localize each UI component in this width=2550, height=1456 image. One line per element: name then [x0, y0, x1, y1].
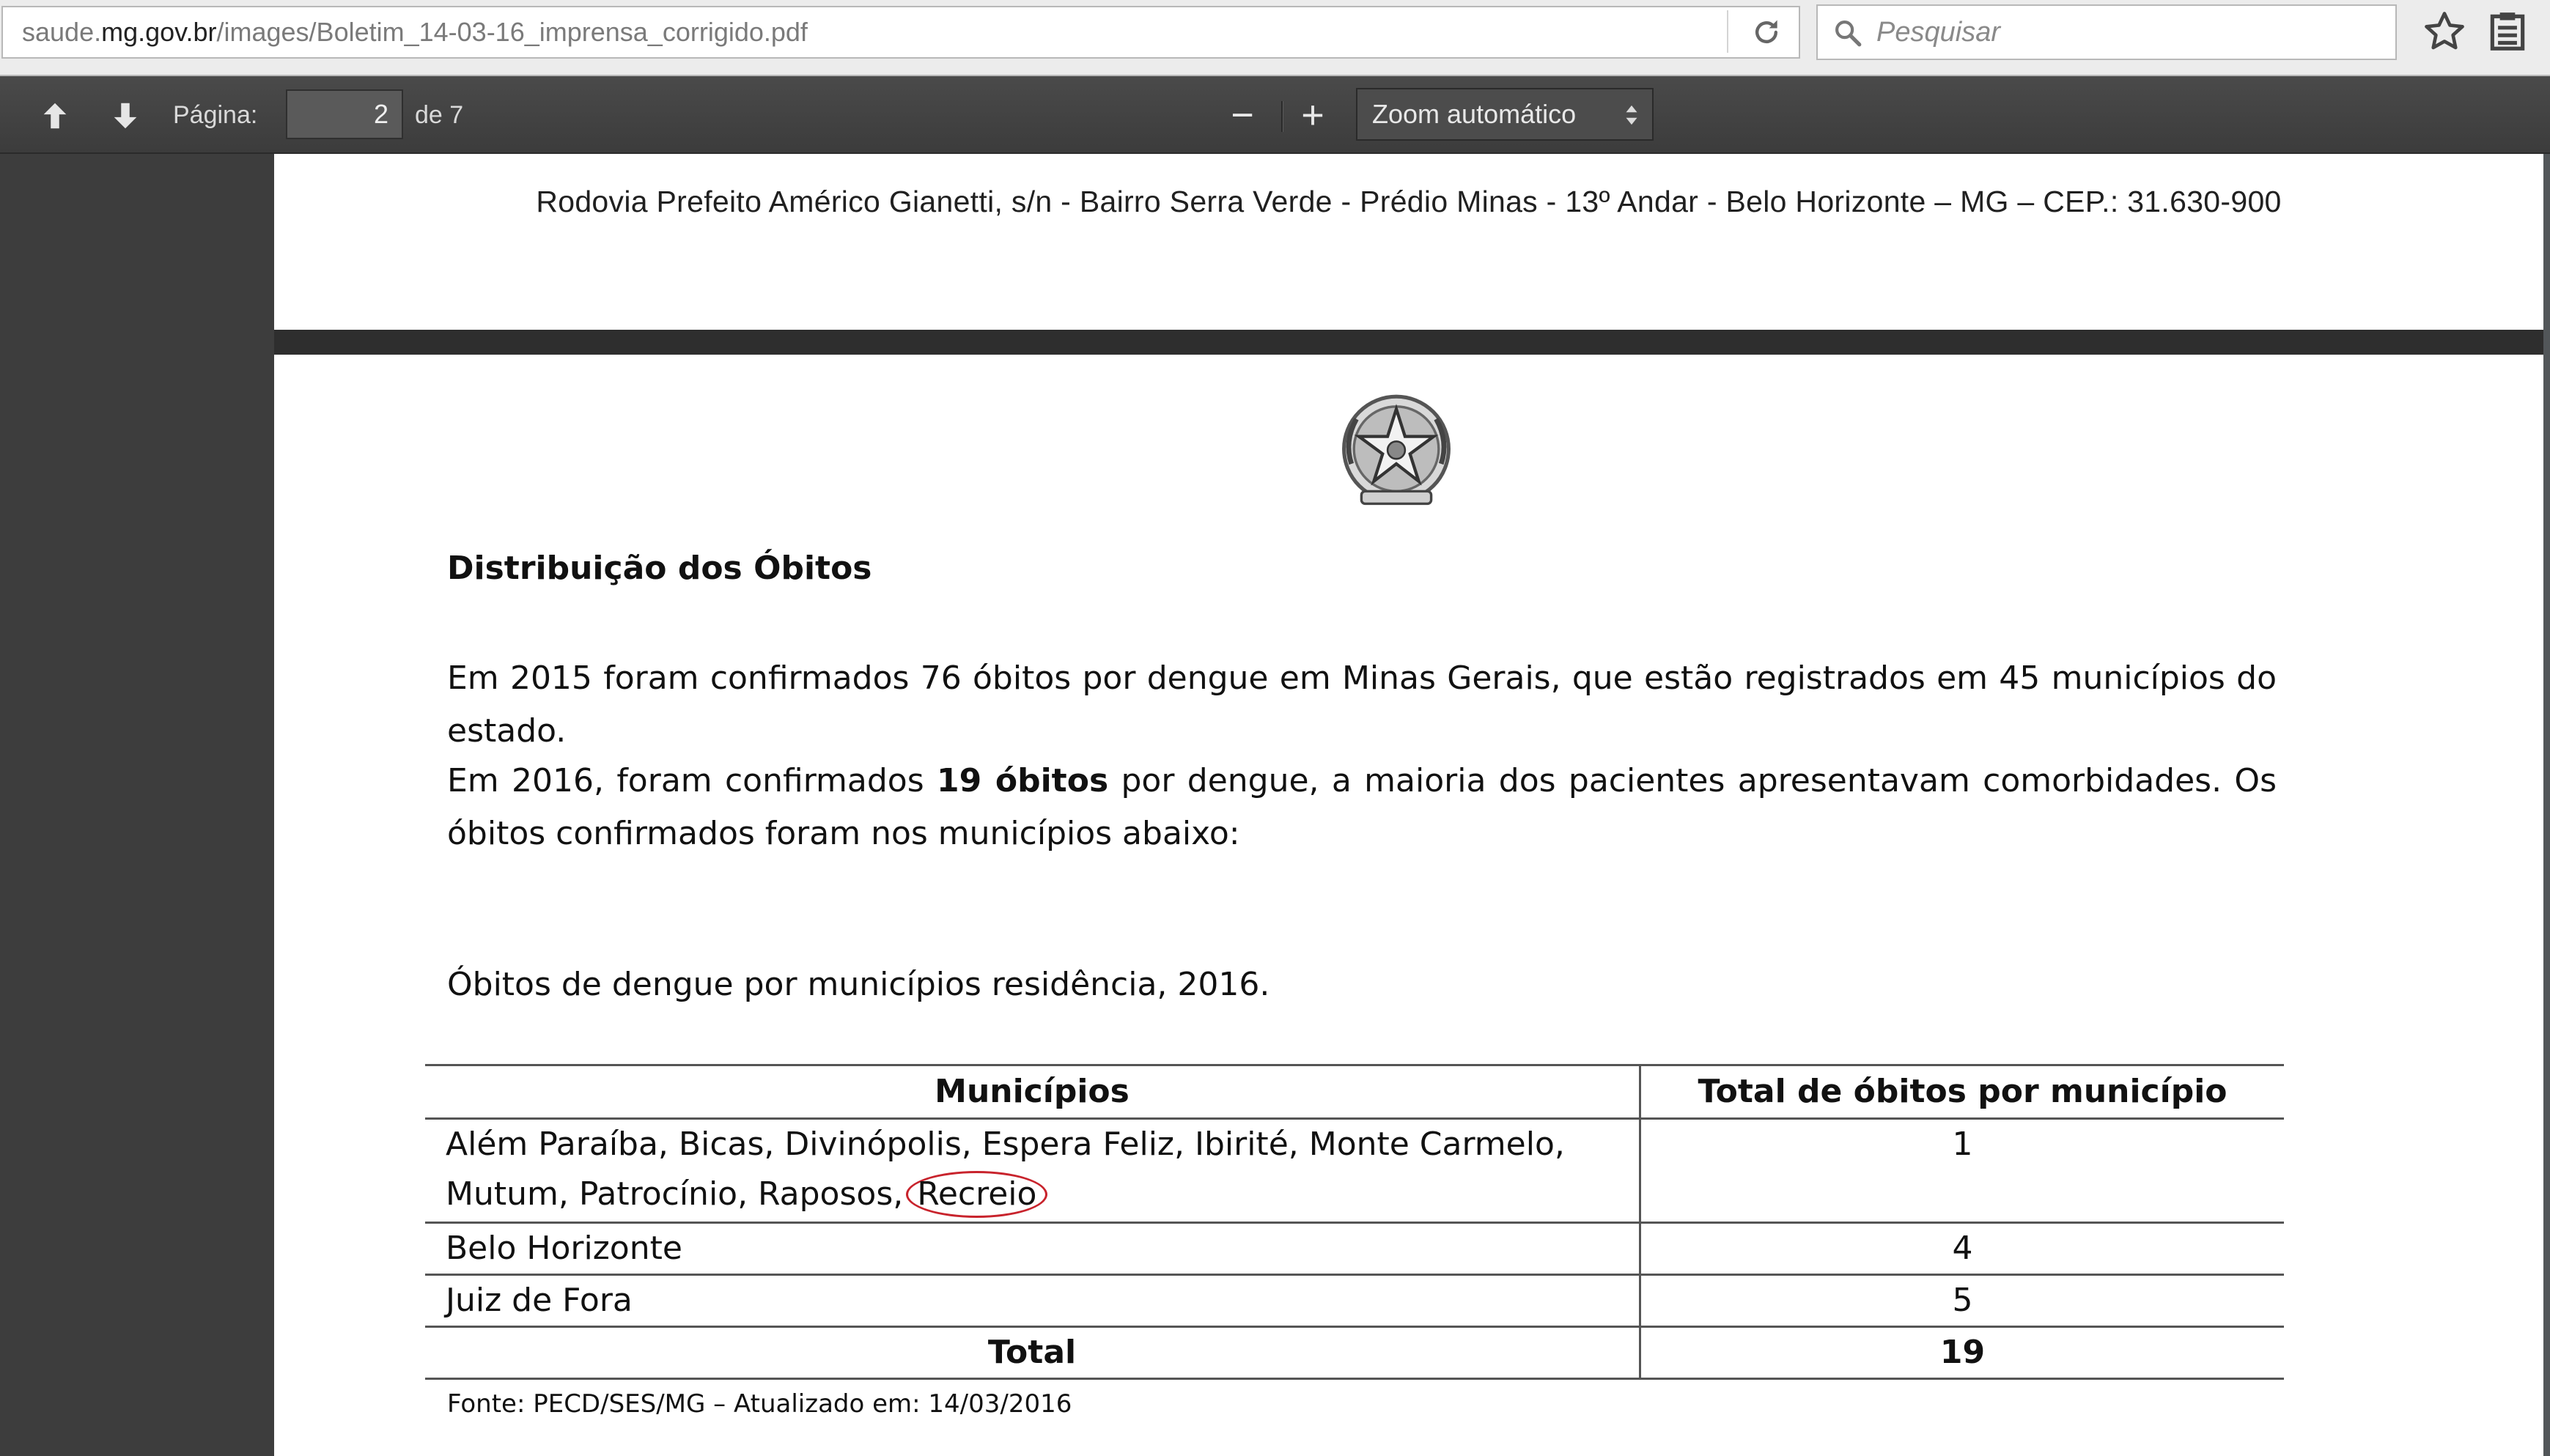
search-input[interactable]: [1816, 4, 2397, 60]
url-host: mg.gov.br: [101, 17, 217, 47]
arrow-up-icon: [38, 99, 72, 133]
table-row: [425, 1119, 2284, 1223]
search-placeholder: Pesquisar: [1876, 17, 2000, 48]
total-value: 19: [1640, 1327, 2285, 1379]
viewer-background: [0, 154, 274, 1456]
star-icon: [2422, 9, 2467, 54]
bookmark-button[interactable]: [2422, 9, 2467, 58]
table-header-row: [425, 1065, 2284, 1119]
paragraph-2016: [447, 755, 2277, 860]
municipalities-cell: Belo Horizonte: [425, 1223, 1640, 1275]
pdf-toolbar: [0, 76, 2550, 154]
deaths-table: [425, 1064, 2284, 1380]
header-municipios: Municípios: [425, 1065, 1640, 1119]
page-number-input[interactable]: 2: [286, 89, 403, 139]
address-bar[interactable]: [1, 6, 1800, 59]
page-separator: [274, 330, 2543, 355]
paragraph-2016-bold: 19 óbitos: [936, 762, 1109, 799]
source-note: Fonte: PECD/SES/MG – Atualizado em: 14/03/2016: [447, 1389, 1072, 1419]
circled-municipality: Recreio: [906, 1171, 1047, 1218]
reload-button[interactable]: [1737, 7, 1796, 57]
zoom-out-button[interactable]: −: [1231, 93, 1254, 137]
municipalities-cell: [425, 1119, 1640, 1223]
table-row: [425, 1275, 2284, 1327]
reload-icon: [1750, 16, 1783, 48]
browser-toolbar: [0, 0, 2550, 76]
section-heading: Distribuição dos Óbitos: [447, 550, 872, 587]
reading-list-button[interactable]: [2485, 9, 2530, 58]
table-caption: Óbitos de dengue por municípios residência, 2016.: [447, 966, 1270, 1003]
address-bar-divider: [1727, 10, 1728, 53]
pdf-page-2: [274, 355, 2543, 1456]
paragraph-2016-prefix: Em 2016, foram confirmados: [447, 762, 937, 799]
coat-of-arms-icon: [1334, 391, 1459, 515]
previous-page-button[interactable]: [29, 94, 81, 138]
zoom-value: Zoom automático: [1372, 99, 1577, 129]
reading-list-icon: [2485, 9, 2530, 54]
total-cell: 1: [1640, 1119, 2285, 1223]
next-page-button[interactable]: [100, 94, 151, 138]
select-caret-icon: [1624, 104, 1639, 126]
header-total: Total de óbitos por município: [1640, 1065, 2285, 1119]
page-footer-address: Rodovia Prefeito Américo Gianetti, s/n - Bairro Serra Verde - Prédio Minas - 13º Andar - Belo Horizonte – MG – CEP.: 31.630-900: [536, 185, 2282, 218]
municipalities-cell: Juiz de Fora: [425, 1275, 1640, 1327]
paragraph-2016-suffix: por dengue, a maioria dos pacientes apresentavam comorbidades. Os óbitos confirmados foram nos municípios abaixo:: [447, 762, 2277, 852]
search-icon: [1832, 18, 1863, 48]
page-count: de 7: [415, 101, 464, 129]
table-total-row: [425, 1327, 2284, 1379]
total-cell: 5: [1640, 1275, 2285, 1327]
table-row: [425, 1223, 2284, 1275]
paragraph-2015: Em 2015 foram confirmados 76 óbitos por dengue em Minas Gerais, que estão registrados em 45 municípios do estado.: [447, 659, 2277, 750]
total-cell: 4: [1640, 1223, 2285, 1275]
url-path: /images/Boletim_14-03-16_imprensa_corrigido.pdf: [216, 17, 808, 47]
toolbar-divider: [1281, 101, 1283, 132]
url-host-prefix: saude.: [22, 17, 102, 47]
zoom-in-button[interactable]: +: [1301, 93, 1324, 137]
arrow-down-icon: [108, 99, 142, 133]
municipalities-list: Além Paraíba, Bicas, Divinópolis, Espera Feliz, Ibirité, Monte Carmelo, Mutum, Patrocínio, Raposos,: [446, 1126, 1565, 1213]
zoom-select[interactable]: [1356, 88, 1654, 141]
page-label: Página:: [173, 101, 258, 129]
pdf-page-1: [274, 154, 2543, 330]
total-label: Total: [425, 1327, 1640, 1379]
